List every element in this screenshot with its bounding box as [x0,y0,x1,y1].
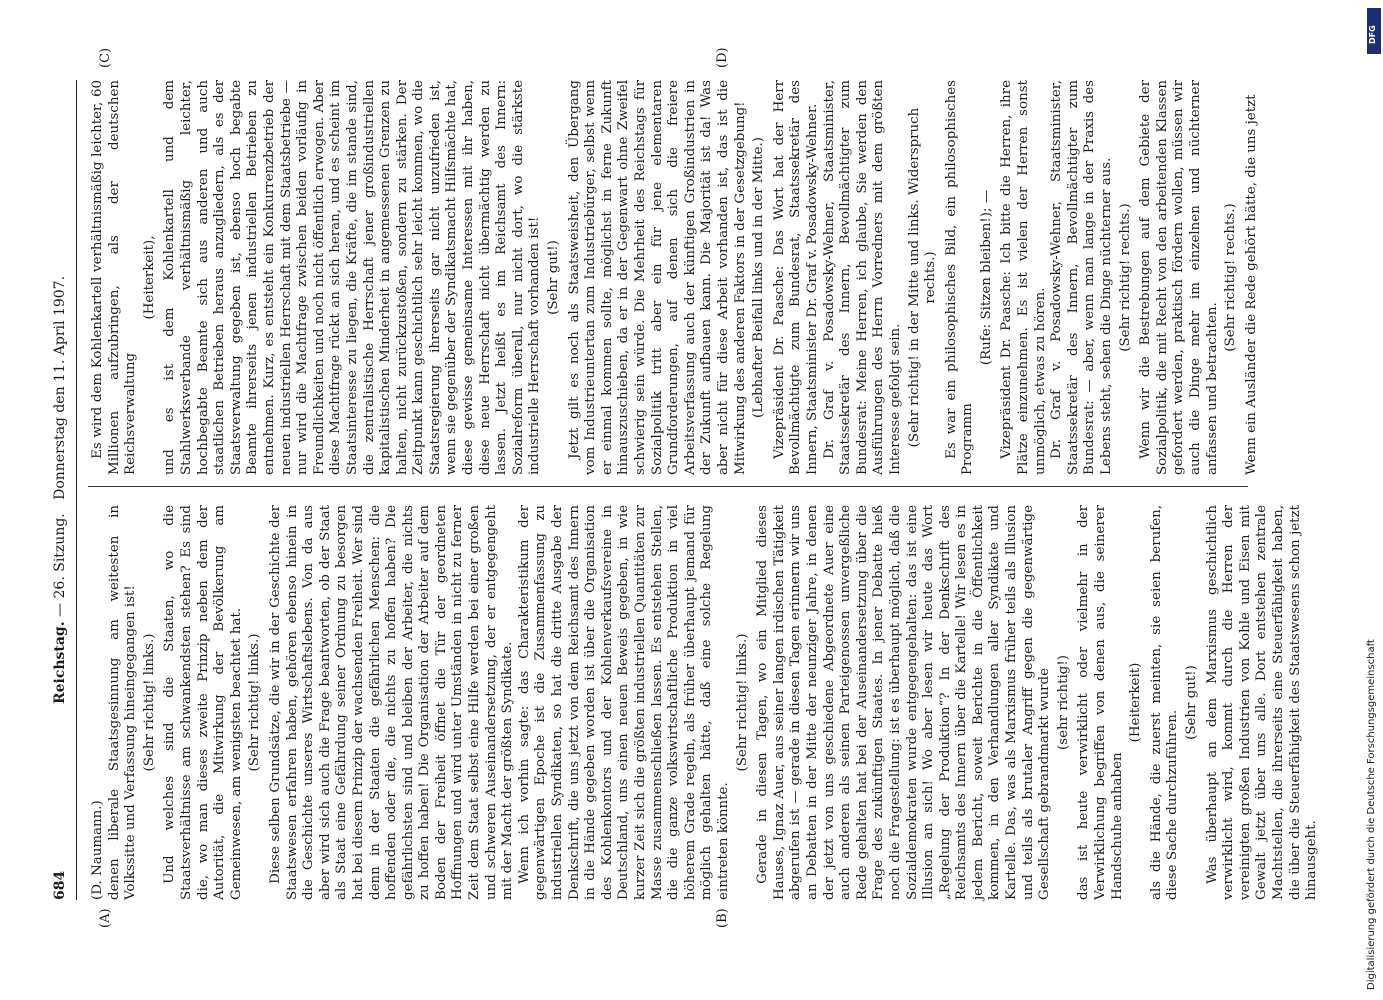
margin-letter-b: (B) [715,908,730,928]
paragraph: Dr. Graf v. Posadowsky-Wehner, Staatsminister, Staatssekretär des Innern, Bevollmächtigter zum Bundesrat: — aber, wenn man lange in der Praxis des Lebens steht, sehen die Dinge nüchterner aus. [1049,80,1115,475]
speaker-continuation: (D. Naumann.) [90,800,105,900]
interjection: (Sehr richtig! in der Mitte und links. Widerspruch rechts.) [906,107,939,448]
right-column [90,80,1260,475]
interjection: (Heiterkeit) [1128,662,1144,743]
interjection: (Sehr richtig! rechts.) [1223,203,1239,352]
header-date: Donnerstag den 11. April 1907. [52,275,68,500]
interjection: (Sehr richtig! links.) [734,633,750,772]
margin-letter-d: (D) [715,47,730,68]
interjection: (Sehr gut!) [1184,665,1199,740]
paragraph: Was überhaupt an dem Marxismus geschichtlich verwirklicht wird, kommt durch die Herren der vereinigten großen Industrien von Kohle und Eisen mit Gewalt jetzt über uns alle. Dort entstehen zentrale Machtstellen, die ihrerseits eine Steuerfähigkeit haben, die über die Steuerfähigkeit des Staatswesens schon jetzt hinausgeht. [1204,505,1320,900]
page-header [52,80,77,900]
interjection: (Sehr richtig! links.) [247,633,263,772]
paragraph: Wenn wir die Bestrebungen auf dem Gebiete der Sozialpolitik, die mit Recht von den arbeitenden Klassen gefordert werden, praktisch fördern wollen, müssen wir auch die Dinge mehr im einzelnen und nüchterner anfassen und betrachten. [1138,80,1220,475]
digitization-credit: Digitalisierung gefördert durch die Deutsche Forschungsgemeinschaft [1366,639,1377,990]
interjection: (Lebhafter Beifall links und in der Mitte.) [751,137,767,418]
paragraph: Wenn ein Ausländer die Rede gehört hätte, die uns jetzt [1243,94,1259,475]
page-number: 684 [52,870,68,900]
left-column [90,505,1321,900]
interjection: (Rufe: Sitzen bleiben!); — [978,189,994,366]
paragraph: Gerade in diesen Tagen, wo ein Mitglied dieses Hauses, Ignaz Auer, aus seiner langen irdischen Tätigkeit abgerufen ist — gerade in diesen Tagen erinnern wir uns an Debatten in der Mitte der neunziger Jahre, in denen der jetzt von uns geschiedene Abgeordnete Auer eine auch anderen als seinen Parteigenossen unvergeßliche Rede gehalten hat bei der Auseinandersetzung über die Frage des zukünftigen Staates. In jener Debatte hieß noch die Fragestellung: ist es überhaupt möglich, daß die Sozialdemokraten wurde entgegengehalten: das ist eine Illusion an sich! Wo aber lesen wir heute das Wort „Regelung der Produktion“? In der Denkschrift des Reichsamts des Innern über die Kartelle! Wir lesen es in jedem Bericht, soweit Berichte in die Öffentlichkeit kommen, in den Verhandlungen aller Syndikate und Kartelle. Das, was als Marxismus früher teils als Illusion und teils als brutaler Angriff gegen die gegenwärtige Gesellschaft gebrandmarkt wurde [755,505,1053,900]
dfg-logo-text: DFG [1368,25,1377,44]
paragraph: Diese selben Grundsätze, die wir in der Geschichte der Staatswesen erfahren haben, gehören ebenso hinein in die Geschichte unseres Wirtschaftslebens. Von da aus aber wird sich auch die Frage beantworten, ob der Staat als Staat eine Gefährdung seiner Ordnung zu besorgen hat bei diesem Prinzip der wachsenden Freiheit. Wer sind denn in der Staaten die gefährlichen Menschen: die hoffenden oder die, die nichts zu hoffen haben? Die gefährlichsten sind und bleiben der Arbeiter, die nichts zu hoffen haben! Die Organisation der Arbeiter auf dem Boden der Freiheit öffnet die Tür der geordneten Hoffnungen und wird unter Umständen in nicht zu ferner Zeit dem Staat selbst eine Hilfe werden bei einer großen und schweren Auseinandersetzung, der er entgegengeht mit der Macht der größten Syndikate. [267,505,516,900]
paragraph: Es war ein philosophisches Bild, ein philosophisches Programm [943,80,976,475]
margin-letter-c: (C) [98,47,113,68]
paragraph: denen liberale Staatsgesinnung am weitesten in Volkssitte und Verfassung hineingegangen ist! [106,505,139,900]
column-divider [88,486,1248,487]
interjection: (Sehr gut!) [546,240,562,315]
interjection: (Heiterkeit), [141,235,157,320]
paragraph: Jetzt gilt es noch als Staatsweisheit, den Übergang vom Industrieuntertan zum Industriebürger, selbst wenn er einmal kommen sollte, möglichst in ferne Zukunft hinauszuschieben, da er in der Gegenwart ohne Zweifel schwierig sein würde. Die Mehrheit des Reichstags für Sozialpolitik tritt aber ein für jene elementaren Grundforderungen, auf denen sich die freiere Arbeitsverfassung auch der künftigen Großindustrien in der Zukunft aufbauen kann. Die Majorität ist da! Was aber nicht für diese Arbeit vorhanden ist, das ist die Mitwirkung des anderen Faktors in der Gesetzgebung! [566,80,748,475]
paragraph: Wenn ich vorhin sagte: das Charakteristikum der gegenwärtigen Epoche ist die Zusammenfassung zu industriellen Syndikaten, so hat die dritte Ausgabe der Denkschrift, die uns jetzt von dem Reichsamt des Innern in die Hände gegeben worden ist über die Organisation des Kohlenkontors und der Kohlenverkaufsvereine in Deutschland, uns einen neuen Beweis gegeben, in wie kurzer Zeit sich die größten industriellen Quantitäten zur Masse zusammenschließen lassen. Es entstehen Stellen, die die ganze volkswirtschaftliche Produktion in viel höherem Grade regeln, als früher überhaupt jemand für möglich gehalten hätte, daß eine solche Regelung eintreten könnte. [516,505,731,900]
interjection: (sehr richtig!) [1055,655,1071,750]
interjection: (Sehr richtig! rechts.) [1117,203,1133,352]
margin-letter-a: (A) [98,908,113,928]
paragraph: und es ist dem Kohlenkartell und dem Stahlwerksverbande verhältnismäßig leichter, hochbegabte Beamte sich aus anderen und auch staatlichen Betrieben heraus anzugliedern, als es der Staatsverwaltung gegeben ist, ebenso hoch begabte Beamte ihrerseits jenen industriellen Betrieben zu entnehmen. Kurz, es entsteht ein Konkurrenzbetrieb der neuen industriellen Herrschaft mit dem Staatsbetriebe — nur wird die Machtfrage zwischen beiden vorläufig in Freundlichkeiten und noch nicht öffentlich erwogen. Aber diese Machtfrage rückt an sich heran, und es scheint im Staatsinteresse zu liegen, die Kräfte, die im stande sind, die zentralistische Herrschaft jener großindustriellen kapitalistischen Minderheit in angemessenen Grenzen zu halten, nicht zurückzustoßen, sondern zu stärken. Der Zeitpunkt kann geschichtlich sehr leicht kommen, wo die Staatsregierung ihrerseits gar nicht unzufrieden ist, wenn sie gegenüber der Syndikatsmacht Hilfsmächte hat, diese gewisse gemeinsame Interessen mit ihr haben, diese neue Herrschaft nicht übermächtig werden zu lassen. Jetzt heißt es im Reichsamt des Innern: Sozialreform überall, nur nicht dort, wo die stärkste industrielle Herrschaft vorhanden ist! [162,80,543,475]
header-session: — 26. Sitzung. [52,513,68,617]
paragraph: Es wird dem Kohlenkartell verhältnismäßig leichter, 60 Millionen aufzubringen, als der deutschen Reichsverwaltung [90,80,139,475]
paragraph: Und welches sind die Staaten, wo die Staatsverhältnisse am schwankendsten stehen? Es sind die, wo man dieses zweite Prinzip neben dem der Autorität, die Mitwirkung der Bevölkerung am Gemeinwesen, am wenigsten beachtet hat. [162,505,244,900]
paragraph: Vizepräsident Dr. Paasche: Das Wort hat der Herr Bevollmächtigte zum Bundesrat, Staatssekretär des Innern, Staatsminister Dr. Graf v. Posadowsky-Wehner. [771,80,820,475]
paragraph: Dr. Graf v. Posadowsky-Wehner, Staatsminister, Staatssekretär des Innern, Bevollmächtigter zum Bundesrat: Meine Herren, ich glaube, Sie werden den Ausführungen des Herrn Vorredners mit dem größten Interesse gefolgt sein. [821,80,903,475]
paragraph: Vizepräsident Dr. Paasche: Ich bitte die Herren, ihre Plätze einzunehmen. Es ist vielen der Herren sonst unmöglich, etwas zu hören. [999,80,1048,475]
running-head [52,80,68,900]
header-reichstag: Reichstag. [52,621,68,705]
interjection: (Sehr richtig! links.) [141,633,157,772]
paragraph: das ist heute verwirklicht oder vielmehr in der Verwirklichung begriffen von denen aus, die seinerer Handschuhe anhaben [1076,505,1125,900]
paragraph: als die Hände, die zuerst meinten, sie seien berufen, diese Sache durchzuführen. [1148,505,1181,900]
